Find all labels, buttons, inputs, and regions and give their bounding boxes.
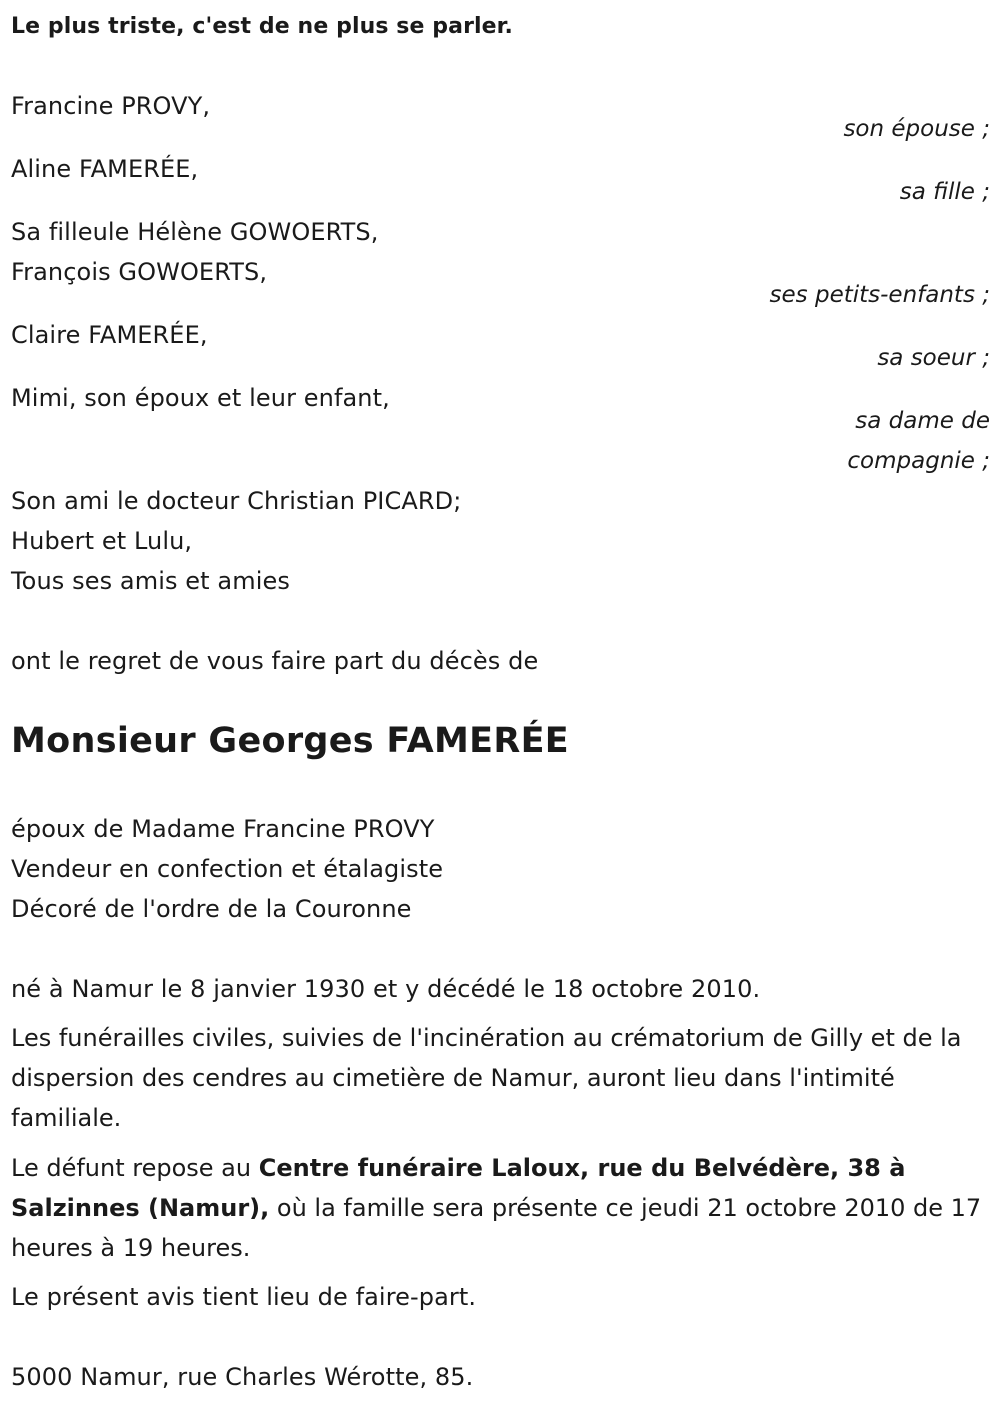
family-name-spouse: Francine PROVY, [11,92,211,120]
notice-text: Le présent avis tient lieu de faire-part. [11,1283,477,1311]
detail-line: Vendeur en confection et étalagiste [11,855,444,883]
family-relation-spouse: son épouse ; [843,116,990,142]
repose-paragraph [11,1148,991,1268]
funeral-paragraph: Les funérailles civiles, suivies de l'incinération au crématorium de Gilly et de la dispersion des cendres au cimetière de Namur, auront lieu dans l'intimité familiale. [11,1024,962,1132]
address-text: 5000 Namur, rue Charles Wérotte, 85. [11,1363,474,1391]
repose-place: Centre funéraire Laloux, rue du Belvédère, 38 à Salzinnes (Namur), [11,1154,906,1222]
friend-line: Hubert et Lulu, [11,527,193,555]
family-name-goddaughter: Sa filleule Hélène GOWOERTS, [11,218,379,246]
family-relation-companion-line2: compagnie ; [847,448,990,474]
detail-line: époux de Madame Francine PROVY [11,815,435,843]
family-relation-daughter: sa fille ; [899,179,990,205]
family-relation-grandchildren: ses petits-enfants ; [769,282,990,308]
friend-line: Tous ses amis et amies [11,567,290,595]
repose-suffix: où la famille sera présente ce jeudi 21 octobre 2010 de 17 heures à 19 heures. [11,1194,982,1262]
deceased-name: Monsieur Georges FAMERÉE [11,721,569,761]
family-name-sister: Claire FAMERÉE, [11,321,208,349]
family-name-daughter: Aline FAMERÉE, [11,155,199,183]
announcement-text: ont le regret de vous faire part du décès de [11,647,539,675]
family-name-companion: Mimi, son époux et leur enfant, [11,384,390,412]
family-relation-companion-line1: sa dame de [855,408,990,434]
friend-line: Son ami le docteur Christian PICARD; [11,487,462,515]
repose-prefix: Le défunt repose au [11,1154,259,1182]
detail-line: Décoré de l'ordre de la Couronne [11,895,412,923]
family-relation-sister: sa soeur ; [877,345,990,371]
family-name-grandson: François GOWOERTS, [11,258,268,286]
birth-death-text: né à Namur le 8 janvier 1930 et y décédé le 18 octobre 2010. [11,975,761,1003]
opening-quote: Le plus triste, c'est de ne plus se parler. [11,14,513,39]
